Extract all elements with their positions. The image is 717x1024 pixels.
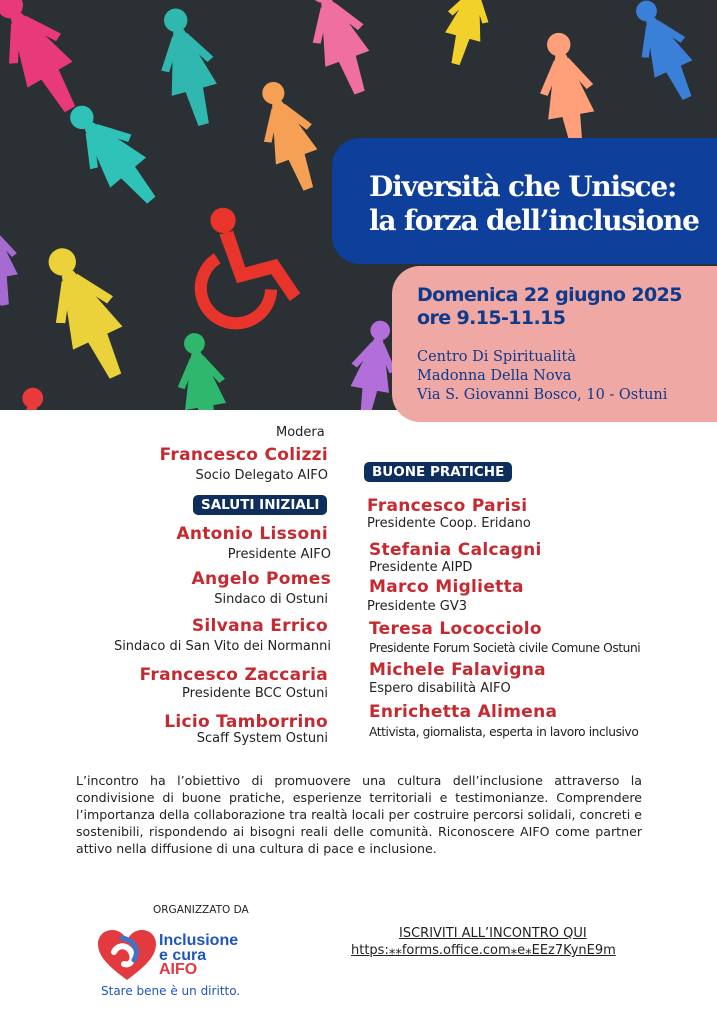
greetings-heading: SALUTI INIZIALI (193, 495, 327, 515)
logo-line-3: AIFO (159, 961, 198, 978)
greeting-role: Sindaco di San Vito dei Normanni (113, 639, 331, 654)
practice-role: Presidente Forum Società civile Comune Ostuni (369, 641, 641, 655)
signup-link[interactable]: https:⁎⁎forms.office.com⁎e⁎EEz7KynE9m (351, 943, 616, 958)
greeting-role: Sindaco di Ostuni (214, 592, 328, 607)
practice-role: Presidente AIPD (369, 560, 473, 575)
title-line-2: la forza dell’inclusione (369, 204, 699, 237)
moderator-name: Francesco Colizzi (159, 445, 328, 465)
event-date: Domenica 22 giugno 2025 (417, 284, 682, 306)
practice-role: Attivista, giornalista, esperta in lavoro inclusivo (369, 725, 639, 739)
venue-line-3: Via S. Giovanni Bosco, 10 - Ostuni (417, 387, 668, 403)
moderator-role: Socio Delegato AIFO (195, 468, 328, 483)
logo-line-2: e cura (159, 947, 207, 964)
practice-name: Francesco Parisi (367, 496, 528, 516)
organizer-label: ORGANIZZATO DA (153, 904, 249, 916)
greeting-name: Angelo Pomes (191, 569, 331, 589)
practice-role: Espero disabilità AIFO (369, 681, 511, 696)
practice-role: Presidente Coop. Eridano (367, 516, 531, 531)
aifo-logo (98, 930, 156, 986)
logo-line-1: Inclusione (159, 932, 239, 949)
venue-line-2: Madonna Della Nova (417, 368, 572, 384)
heart-logo-icon (98, 930, 156, 982)
practices-heading: BUONE PRATICHE (364, 462, 512, 482)
greeting-name: Antonio Lissoni (176, 524, 328, 544)
greeting-role: Scaff System Ostuni (196, 731, 328, 746)
greeting-name: Silvana Errico (191, 616, 328, 636)
practice-name: Michele Falavigna (369, 660, 546, 680)
venue-line-1: Centro Di Spiritualità (417, 349, 576, 365)
event-title (369, 170, 709, 238)
moderator-label: Modera (276, 425, 325, 440)
event-time: ore 9.15-11.15 (417, 307, 566, 329)
practice-name: Enrichetta Alimena (369, 702, 558, 722)
greeting-name: Francesco Zaccaria (139, 665, 328, 685)
practice-name: Marco Miglietta (369, 577, 524, 597)
greeting-name: Licio Tamborrino (164, 712, 328, 732)
event-venue (417, 348, 667, 405)
greeting-role: Presidente BCC Ostuni (182, 686, 328, 701)
event-datetime (417, 284, 682, 330)
organizer-tagline: Stare bene è un diritto. (101, 984, 241, 998)
practice-name: Teresa Lococciolo (369, 619, 542, 639)
signup-label: ISCRIVITI ALL’INCONTRO QUI (399, 926, 587, 941)
greeting-role: Presidente AIFO (227, 547, 331, 562)
practice-role: Presidente GV3 (367, 599, 468, 614)
practice-name: Stefania Calcagni (369, 540, 542, 560)
event-description: L’incontro ha l’obiettivo di promuovere una cultura dell’inclusione attraverso la condivisione di buone pratiche, esperienze territoriali e testimonianze. Comprendere l’importanza della collaborazione tra realtà locali per costruire percorsi solidali, concreti e sostenibili, rispondendo ai bisogni reali delle comunità. Riconoscere AIFO come partner attivo nella diffusione di una cultura di pace e inclusione. (76, 773, 642, 856)
title-line-1: Diversità che Unisce: (369, 170, 677, 203)
